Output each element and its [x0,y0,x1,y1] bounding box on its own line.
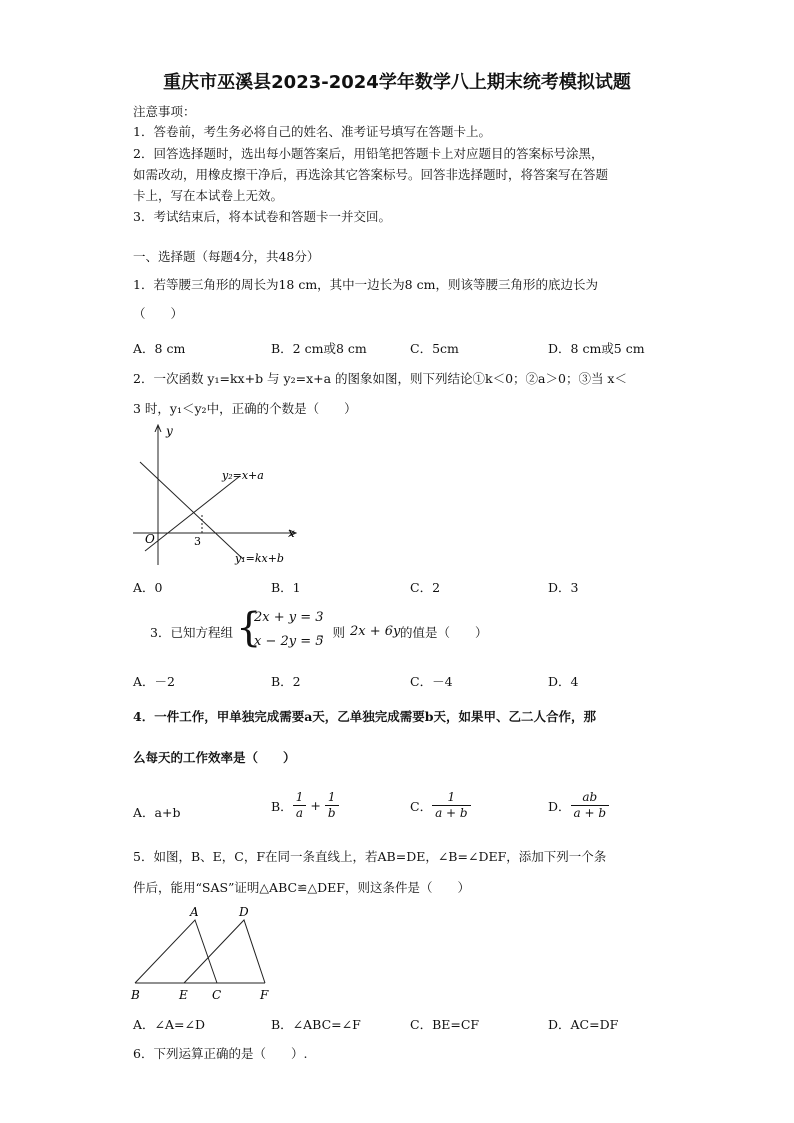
frac-num: 1 [295,790,304,804]
q3-option-a: A．－2 [133,674,175,689]
triangle-def [184,920,265,983]
frac-num: 1 [447,790,456,804]
q6-stem: 6．下列运算正确的是（ ）. [133,1046,308,1061]
q5-option-d: D．AC=DF [548,1017,619,1032]
point-f-label: F [260,988,269,1002]
notice-item: 2．回答选择题时，选出每小题答案后，用铅笔把答题卡上对应题目的答案标号涂黑， [133,146,604,161]
q4-option-b-label: B． [271,798,293,814]
q4-option-d-label: D． [548,798,571,814]
notice-item: 卡上，写在本试卷上无效。 [133,188,284,203]
point-c-label: C [212,988,222,1002]
q5-figure [128,902,278,1004]
q5-option-a: A．∠A=∠D [133,1017,205,1032]
q4-option-b-plus: + [310,798,321,813]
q4-option-c-label: C． [410,798,433,814]
q4-option-d-frac [571,790,610,821]
q1-stem: 1．若等腰三角形的周长为18 cm，其中一边长为8 cm，则该等腰三角形的底边长为 [133,277,598,292]
q5-option-b: B．∠ABC=∠F [271,1017,361,1032]
q4-option-a: A．a+b [133,805,181,820]
q4-option-b-frac2 [325,790,339,821]
q4-option-b [271,790,339,821]
q3-middle: ，则 [320,625,346,640]
q3-option-b: B．2 [271,674,301,689]
x-axis-label: x [288,526,295,540]
q5-option-c: C．BE=CF [410,1017,480,1032]
section-heading: 一、选择题（每题4分，共48分） [133,249,320,264]
q1-option-b: B．2 cm或8 cm [271,341,367,356]
notice-item: 3．考试结束后，将本试卷和答题卡一并交回。 [133,209,391,224]
q3-prefix: 3．已知方程组 [150,625,233,640]
tick-label: 3 [194,535,201,548]
q3-option-d: D．4 [548,674,579,689]
q5-stem-cont: 件后，能用“SAS”证明△ABC≌△DEF，则这条件是（ ） [133,880,470,895]
q2-option-d: D．3 [548,580,579,595]
q4-stem: 4．一件工作，甲单独完成需要a天，乙单独完成需要b天，如果甲、乙二人合作，那 [133,709,597,724]
frac-num: ab [582,790,598,804]
q4-option-d [548,790,609,821]
frac-den: a [293,805,306,821]
q2-stem-cont: 3 时，y₁＜y₂中，正确的个数是（ ） [133,401,357,416]
q3-option-c: C．－4 [410,674,453,689]
q3-suffix: 的值是（ ） [400,625,488,640]
q4-stem-cont: 么每天的工作效率是（ ） [133,750,296,765]
q1-option-d: D．8 cm或5 cm [548,341,645,356]
frac-den: a + b [432,805,471,821]
origin-label: O [145,532,155,546]
q1-option-a: A．8 cm [133,341,186,356]
notice-item: 如需改动，用橡皮擦干净后，再选涂其它答案标号。回答非选择题时，将答案写在答题 [133,167,609,182]
q3-eq1: 2x + y = 3 [254,610,324,625]
frac-num: 1 [327,790,336,804]
q2-option-c: C．2 [410,580,441,595]
q3-eq2: x − 2y = 5 [254,634,324,649]
line-y2 [145,476,240,551]
notice-heading: 注意事项： [133,104,196,119]
q3-brace: { [236,605,262,651]
point-b-label: B [131,988,140,1002]
triangle-abc [135,920,217,983]
q2-option-a: A．0 [133,580,163,595]
q3-expr: 2x + 6y [350,624,401,639]
page-title: 重庆市巫溪县2023-2024学年数学八上期末统考模拟试题 [163,72,631,93]
line-y2-label: y₂=x+a [222,469,264,482]
notice-item: 1．答卷前，考生务必将自己的姓名、准考证号填写在答题卡上。 [133,124,491,139]
frac-den: b [325,805,339,821]
frac-den: a + b [571,805,610,821]
q4-option-c [410,790,471,821]
q2-option-b: B．1 [271,580,301,595]
y-axis-label: y [166,424,173,438]
point-e-label: E [179,988,188,1002]
q5-stem: 5．如图，B、E，C，F在同一条直线上，若AB=DE，∠B=∠DEF，添加下列一个条 [133,849,607,864]
point-d-label: D [239,905,249,919]
q2-graph [125,420,305,570]
point-a-label: A [190,905,199,919]
q4-option-c-frac [432,790,471,821]
q1-option-c: C．5cm [410,341,459,356]
q4-option-b-frac1 [293,790,307,821]
q2-stem: 2．一次函数 y₁=kx+b 与 y₂=x+a 的图象如图，则下列结论①k＜0；②a＞0；③当 x＜ [133,371,627,386]
q1-paren: （ ） [133,306,184,321]
line-y1-label: y₁=kx+b [235,552,284,565]
